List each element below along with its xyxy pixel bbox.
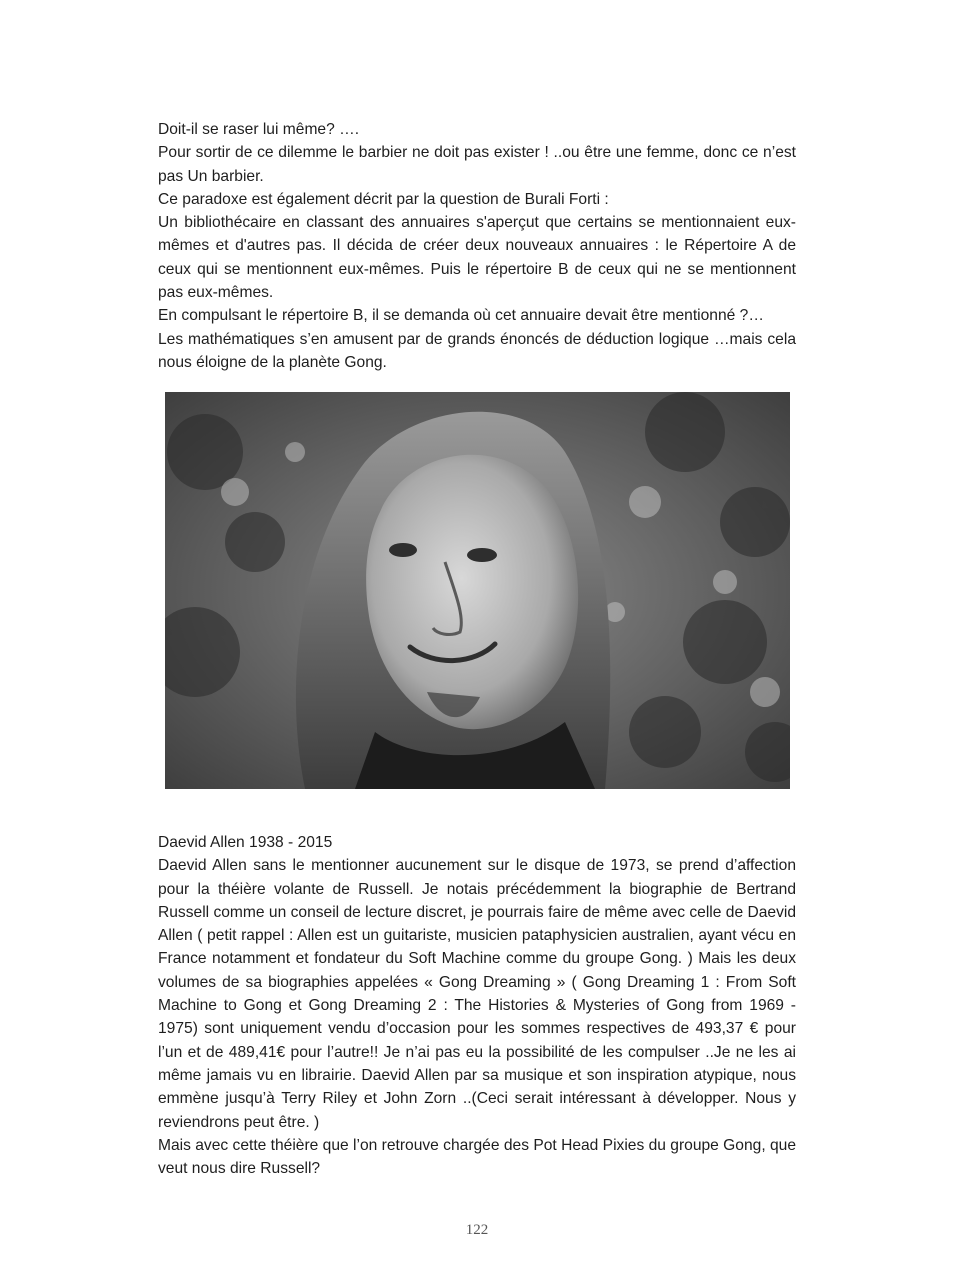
paragraph-teapot-question: Mais avec cette théière que l’on retrouve chargée des Pot Head Pixies du groupe Gong, que veut nous dire Russell? [158,1136,797,1178]
portrait-photo [165,392,790,789]
paragraph-mathematics: Les mathématiques s’en amusent par de grands énoncés de déduction logique …mais cela nous éloigne de la planète Gong. [158,330,796,371]
paragraph-daevid-allen: Daevid Allen sans le mentionner aucunement sur le disque de 1973, se prend d’affection pour la théière volante de Russell. Je notais précédemment la biographie de Bertrand Russell comme un conseil de lecture discret, je pourrais faire de même avec celle de Daevid Allen ( petit rappel : Allen est un guitariste, musicien pataphysicien australien, ayant vécu en France notamment et fondateur du Soft Machine comme du groupe Gong. ) Mais les deux volumes de sa biographies appelées « Gong Dreaming » ( Gong Dreaming 1 : From Soft Machine to Gong et Gong Dreaming 2 : The Histories & Mysteries of Gong from 1969 - 1975) sont uniquement vendu d’occasion pour les sommes respectives de 493,37 € pour l’un et de 489,41€ pour l’autre!! Je n’ai pas eu la possibilité de les compulser ..Je ne les ai même jamais vu en librairie. Daevid Allen par sa musique et son inspiration atypique, nous emmène jusqu’à Terry Riley et John Zorn ..(Ceci serait intéressant à développer. Nous y reviendrons peut être. ) [158,857,796,1131]
paragraph-repertoire-b: En compulsant le répertoire B, il se demanda où cet annuaire devait être mentionné ?… [158,307,764,325]
paragraph-burali-forti-intro: Ce paradoxe est également décrit par la question de Burali Forti : [158,190,609,208]
photo-caption: Daevid Allen 1938 - 2015 [158,834,333,851]
portrait-image [165,392,790,789]
paragraph-barber-question: Doit-il se raser lui même? …. [158,121,360,138]
page-number: 122 [465,1222,489,1238]
paragraph-librarian: Un bibliothécaire en classant des annuaires s'aperçut que certains se mentionnaient eux-mêmes et d'autres pas. Il décida de créer deux nouveaux annuaires : le Répertoire A de ceux qui se mentionnent eux-mêmes. Puis le répertoire B de ceux qui ne se mentionnent pas eux-mêmes. [158,214,796,302]
bottom-text-block [158,831,796,1180]
top-text-block [158,118,796,374]
paragraph-barber-resolution: Pour sortir de ce dilemme le barbier ne doit pas exister ! ..ou être une femme, donc ce n’est pas Un barbier. [158,144,796,185]
